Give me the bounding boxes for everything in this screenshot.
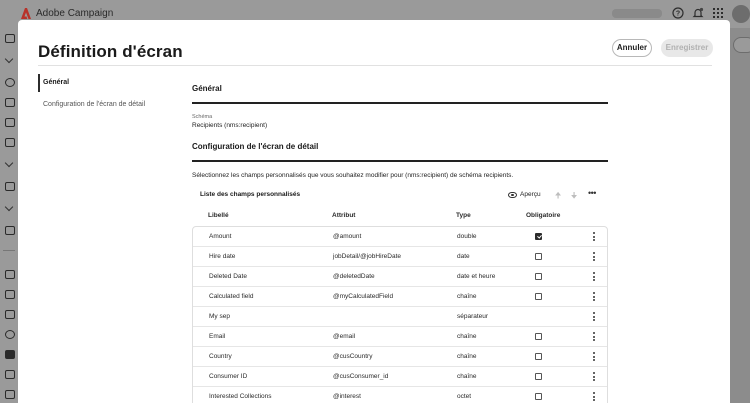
home-icon[interactable] <box>5 34 15 43</box>
row-type: date <box>457 253 470 260</box>
adobe-logo-icon <box>21 8 31 19</box>
column-header-label[interactable]: Libellé <box>208 212 229 219</box>
section-description: Sélectionnez les champs personnalisés que vous souhaitez modifier pour (nms:recipient) de schéma recipients. <box>192 172 514 179</box>
column-header-mandatory[interactable]: Obligatoire <box>526 212 561 219</box>
row-attribute: @myCalculatedField <box>333 293 394 300</box>
tools-icon[interactable] <box>5 310 15 319</box>
row-type: double <box>457 233 477 240</box>
table-row[interactable] <box>193 367 607 387</box>
custom-fields-table <box>192 226 608 403</box>
table-row[interactable] <box>193 267 607 287</box>
row-more-icon[interactable] <box>593 332 596 342</box>
row-label: Deleted Date <box>209 273 247 280</box>
mandatory-checkbox[interactable] <box>535 373 542 380</box>
row-more-icon[interactable] <box>593 392 596 402</box>
svg-text:?: ? <box>675 10 681 18</box>
row-type: chaîne <box>457 333 477 340</box>
row-attribute: @amount <box>333 233 362 240</box>
chevron-down-icon[interactable] <box>5 159 13 167</box>
screen-definition-dialog <box>18 20 730 403</box>
help-icon[interactable] <box>672 7 684 19</box>
history-icon[interactable] <box>5 330 15 339</box>
background-action-button[interactable] <box>733 37 750 53</box>
row-type: octet <box>457 393 472 400</box>
arrow-down-icon[interactable]: 🠋 <box>570 191 578 200</box>
section-title-detail-config: Configuration de l'écran de détail <box>192 142 319 151</box>
table-row[interactable] <box>193 287 607 307</box>
row-label: Amount <box>209 233 232 240</box>
delivery-icon[interactable] <box>5 182 15 191</box>
section-divider <box>192 102 608 104</box>
row-attribute: @email <box>333 333 356 340</box>
table-row[interactable] <box>193 387 607 403</box>
row-label: Hire date <box>209 253 236 260</box>
reports-icon[interactable] <box>5 226 15 235</box>
table-row[interactable] <box>193 247 607 267</box>
app-name: Adobe Campaign <box>36 8 114 19</box>
row-more-icon[interactable] <box>593 232 596 242</box>
column-header-attribute[interactable]: Attribut <box>332 212 356 219</box>
chevron-down-icon[interactable] <box>5 55 13 63</box>
eye-icon[interactable] <box>508 192 517 198</box>
cancel-button[interactable]: Annuler <box>612 39 652 57</box>
dialog-title: Définition d'écran <box>38 42 183 61</box>
user-icon[interactable] <box>5 78 15 87</box>
row-more-icon[interactable] <box>593 372 596 382</box>
row-more-icon[interactable] <box>593 292 596 302</box>
row-label: My sep <box>209 313 230 320</box>
list-title: Liste des champs personnalisés <box>200 191 301 198</box>
preview-button[interactable]: Aperçu <box>520 191 541 198</box>
section-title-general: Général <box>192 84 222 93</box>
column-header-type[interactable]: Type <box>456 212 471 219</box>
mandatory-checkbox[interactable] <box>535 293 542 300</box>
row-label: Email <box>209 333 226 340</box>
audience-icon[interactable] <box>5 98 15 107</box>
nav-item-general[interactable]: Général <box>38 72 178 94</box>
message-icon[interactable] <box>5 118 15 127</box>
row-attribute: @deletedDate <box>333 273 375 280</box>
row-type: séparateur <box>457 313 489 320</box>
mandatory-checkbox[interactable] <box>535 393 542 400</box>
settings-icon[interactable] <box>5 370 15 379</box>
schema-label: Schéma <box>192 114 213 120</box>
dialog-nav <box>38 72 178 116</box>
import-icon[interactable] <box>5 290 15 299</box>
header-divider <box>38 65 712 66</box>
row-more-icon[interactable] <box>593 272 596 282</box>
table-row[interactable] <box>193 227 607 247</box>
row-attribute: @cusConsumer_id <box>333 373 389 380</box>
package-icon[interactable] <box>5 390 15 399</box>
mandatory-checkbox[interactable] <box>535 273 542 280</box>
filter-icon[interactable] <box>5 138 15 147</box>
avatar[interactable] <box>732 5 750 23</box>
chevron-down-icon[interactable] <box>5 203 13 211</box>
row-label: Interested Collections <box>209 393 272 400</box>
row-type: chaîne <box>457 293 477 300</box>
row-attribute: @cusCountry <box>333 353 373 360</box>
row-more-icon[interactable] <box>593 252 596 262</box>
list-icon[interactable] <box>5 270 15 279</box>
section-divider <box>192 160 608 162</box>
row-type: chaîne <box>457 373 477 380</box>
schema-value: Recipients (nms:recipient) <box>192 122 268 129</box>
left-rail <box>0 28 18 403</box>
mandatory-checkbox[interactable] <box>535 233 542 240</box>
row-more-icon[interactable] <box>593 312 596 322</box>
row-attribute: @interest <box>333 393 361 400</box>
row-label: Consumer ID <box>209 373 248 380</box>
row-label: Country <box>209 353 232 360</box>
table-row[interactable] <box>193 307 607 327</box>
row-label: Calculated field <box>209 293 254 300</box>
mandatory-checkbox[interactable] <box>535 253 542 260</box>
more-icon[interactable]: ••• <box>588 188 596 198</box>
row-type: date et heure <box>457 273 496 280</box>
mandatory-checkbox[interactable] <box>535 353 542 360</box>
bell-icon[interactable] <box>692 7 704 19</box>
row-more-icon[interactable] <box>593 352 596 362</box>
arrow-up-icon[interactable]: 🠉 <box>554 191 562 200</box>
row-attribute: jobDetail/@jobHireDate <box>333 253 402 260</box>
nav-item-detail-config[interactable]: Configuration de l'écran de détail <box>43 101 146 108</box>
mandatory-checkbox[interactable] <box>535 333 542 340</box>
list-toolbar <box>508 188 608 201</box>
save-button[interactable]: Enregistrer <box>661 39 713 57</box>
screen-definition-icon[interactable] <box>5 350 15 359</box>
table-row[interactable] <box>193 347 607 367</box>
org-switcher[interactable] <box>612 9 662 18</box>
table-row[interactable] <box>193 327 607 347</box>
row-type: chaîne <box>457 353 477 360</box>
rail-divider <box>3 250 15 251</box>
apps-grid-icon[interactable] <box>712 7 724 19</box>
